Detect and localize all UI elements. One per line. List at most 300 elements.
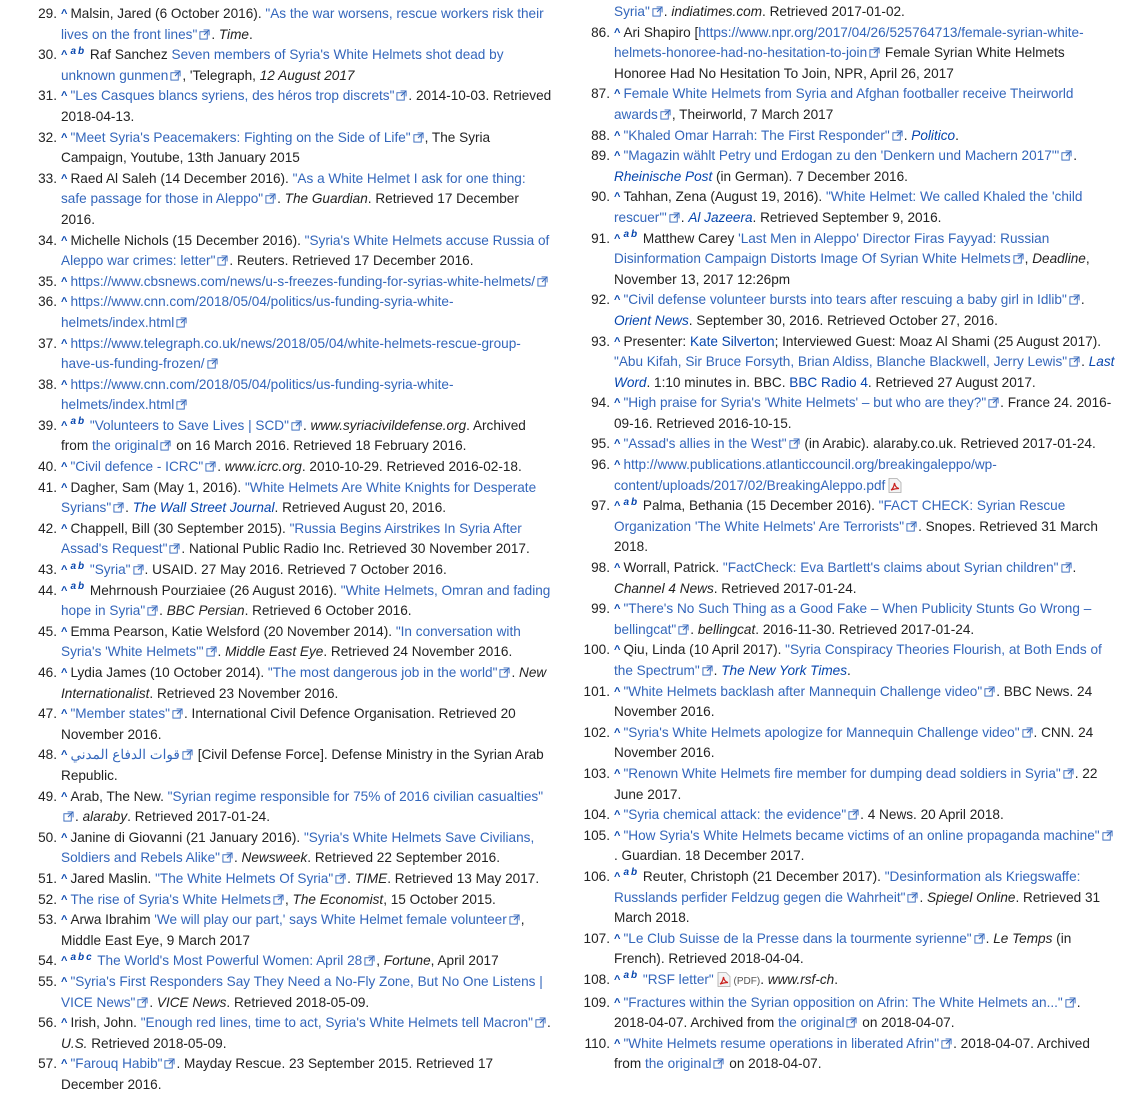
external-link[interactable]: "Assad's allies in the West" (623, 436, 787, 452)
reference-number: 44. (38, 582, 57, 598)
external-link-icon (848, 806, 859, 817)
external-link[interactable]: "As a White Helmet I ask for one thing: safe passage for those in Aleppo" (61, 170, 526, 207)
jump-up-caret-icon[interactable]: ^ (61, 625, 68, 638)
external-link-icon (713, 1055, 724, 1066)
jump-up-caret-icon[interactable]: ^ (614, 562, 621, 575)
citation-text: Janine di Giovanni (21 January 2016). (70, 829, 304, 845)
jump-up-caret-icon[interactable]: ^ (61, 955, 68, 968)
backlink-b[interactable]: b (631, 970, 638, 982)
external-link-icon (988, 394, 999, 405)
backlink-b[interactable]: b (78, 951, 85, 963)
external-link[interactable]: "Syria's White Helmets accuse Russia of Aleppo war crimes: letter" (61, 232, 550, 269)
external-link[interactable]: "Desinformation als Kriegswaffe: Russlands perfider Feldzug gegen die Wahrheit" (614, 868, 1081, 905)
citation-text: . (233, 850, 242, 866)
reference-list-right (563, 23, 1116, 1075)
backlink-a[interactable]: a (70, 45, 76, 57)
reference-number: 95. (591, 436, 610, 452)
citation-text: , Middle East Eye, 9 March 2017 (61, 912, 525, 948)
external-link[interactable]: "Syrian regime responsible for 75% of 2016 civilian casualties" (167, 788, 544, 804)
jump-up-caret-icon[interactable]: ^ (61, 564, 68, 577)
jump-up-caret-icon[interactable]: ^ (61, 1058, 68, 1071)
reference-item (563, 764, 1116, 805)
citation-text: Matthew Carey (642, 230, 739, 246)
jump-up-caret-icon[interactable]: ^ (614, 870, 621, 883)
publication-link[interactable]: Al Jazeera (688, 209, 753, 225)
reference-item (563, 723, 1116, 764)
reference-number: 53. (38, 912, 57, 928)
citation-text: . (903, 127, 912, 143)
citation-text: , 15 October 2015. (383, 891, 496, 907)
external-link[interactable]: "Fractures within the Syrian opposition on Afrin: The White Helmets an..." (623, 994, 1063, 1010)
jump-up-caret-icon[interactable]: ^ (61, 296, 68, 309)
jump-up-caret-icon[interactable]: ^ (614, 932, 621, 945)
jump-up-caret-icon[interactable]: ^ (61, 234, 68, 247)
external-link[interactable]: "There's No Such Thing as a Good Fake – When Publicity Stunts Go Wrong – bellingcat" (614, 601, 1092, 637)
jump-up-caret-icon[interactable]: ^ (61, 461, 68, 474)
reference-number: 43. (38, 562, 57, 578)
external-link-icon (984, 683, 995, 694)
citation-text: . (1073, 148, 1077, 164)
external-link[interactable]: "Meet Syria's Peacemakers: Fighting on the Side of Life" (70, 129, 411, 145)
citation-text: (in German). 7 December 2016. (712, 168, 908, 184)
external-link-icon (1065, 994, 1076, 1005)
reference-item (563, 599, 1116, 640)
external-link[interactable]: قوات الدفاع المدني (70, 747, 180, 763)
reference-item (0, 231, 553, 272)
citation-publication: Spiegel Online (927, 889, 1016, 905)
reference-item (0, 663, 553, 704)
external-link-icon (206, 643, 217, 654)
external-link[interactable]: "Renown White Helmets fire member for dumping dead soldiers in Syria" (623, 765, 1061, 781)
jump-up-caret-icon[interactable]: ^ (614, 335, 621, 348)
jump-up-caret-icon[interactable]: ^ (614, 500, 621, 513)
reference-number: 90. (591, 189, 610, 205)
external-link[interactable]: Female White Helmets from Syria and Afghan footballer receive Theirworld awards (614, 86, 1074, 122)
backlink-b[interactable]: b (78, 581, 85, 593)
citation-text: Tahhan, Zena (August 19, 2016). (623, 189, 826, 205)
citation-text: Irish, John. (70, 1015, 141, 1031)
jump-up-caret-icon[interactable]: ^ (614, 397, 621, 410)
citation-publication: www.rsf-ch (767, 971, 835, 987)
jump-up-caret-icon[interactable]: ^ (614, 973, 621, 986)
external-link-icon (660, 106, 671, 117)
citation-publication: Time (218, 26, 249, 42)
external-link[interactable]: the original (644, 1056, 712, 1072)
citation-publication: www.syriacivildefense.org (310, 417, 467, 433)
citation-text: Palma, Bethania (15 December 2016). (642, 498, 879, 514)
citation-text: . (347, 870, 355, 886)
references-column-left (0, 0, 553, 1095)
jump-up-caret-icon[interactable]: ^ (614, 232, 621, 245)
reference-number: 102. (583, 724, 610, 740)
jump-up-caret-icon[interactable]: ^ (61, 831, 68, 844)
backlink-b[interactable]: b (78, 416, 85, 428)
external-link-icon (113, 499, 124, 510)
external-link[interactable]: "Syria Conspiracy Theories Flourish, at Both Ends of the Spectrum" (614, 642, 1102, 678)
reference-item (563, 229, 1116, 291)
reference-item (0, 457, 553, 478)
external-link-icon (789, 435, 800, 446)
external-link-icon (906, 518, 917, 529)
external-link[interactable]: Syria" (614, 4, 650, 19)
backlink-a[interactable]: a (70, 581, 76, 593)
publication-link[interactable]: Orient News (614, 312, 689, 328)
jump-up-caret-icon[interactable]: ^ (61, 275, 68, 288)
reference-item (0, 869, 553, 890)
reference-number: 36. (38, 294, 57, 310)
external-link[interactable]: 'Last Men in Aleppo' Director Firas Fayyad: Russian Disinformation Campaign Distorts Image Of Syrian White Helmets (614, 230, 1050, 267)
citation-text: , (284, 891, 293, 907)
citation-text: , (376, 953, 384, 969)
jump-up-caret-icon[interactable]: ^ (614, 1037, 621, 1050)
citation-text: Arwa Ibrahim (70, 912, 155, 928)
citation-text: . (680, 209, 689, 225)
external-link[interactable]: "Syria" (89, 562, 131, 578)
reference-number: 107. (583, 930, 610, 946)
external-link[interactable]: "FactCheck: Eva Bartlett's claims about Syrian children" (722, 560, 1059, 576)
external-link[interactable]: "White Helmets Are White Knights for Desperate Syrians" (61, 479, 537, 516)
external-link[interactable]: "The most dangerous job in the world" (267, 665, 498, 680)
citation-text: . (690, 621, 698, 637)
backlink-b[interactable]: b (631, 229, 638, 240)
citation-text: . (75, 809, 83, 825)
citation-publication: The Guardian (284, 191, 368, 207)
jump-up-caret-icon[interactable]: ^ (61, 872, 68, 885)
citation-publication: Middle East Eye (225, 644, 324, 660)
jump-up-caret-icon[interactable]: ^ (61, 1017, 68, 1030)
external-link-icon (176, 396, 187, 407)
publication-link[interactable]: Politico (911, 127, 956, 143)
citation-text: Raf Sanchez (89, 47, 172, 63)
reference-item (0, 272, 553, 293)
backlink-b[interactable]: b (78, 45, 85, 57)
reference-item (0, 334, 553, 375)
reference-item (563, 496, 1116, 558)
jump-up-caret-icon[interactable]: ^ (614, 767, 621, 780)
citation-text: . Retrieved 23 November 2016. (149, 685, 339, 701)
jump-up-caret-icon[interactable]: ^ (61, 90, 68, 103)
citation-publication: www.icrc.org (224, 459, 302, 475)
external-link-icon (1063, 765, 1074, 776)
reference-number: 88. (591, 127, 610, 143)
reference-item (563, 993, 1116, 1034)
external-link[interactable]: the original (91, 438, 159, 454)
jump-up-caret-icon[interactable]: ^ (614, 150, 621, 163)
citation-publication: alaraby (82, 809, 128, 825)
jump-up-caret-icon[interactable]: ^ (61, 975, 68, 988)
publication-link[interactable]: Rheinische Post (614, 168, 713, 184)
external-link[interactable]: "High praise for Syria's 'White Helmets' – but who are they?" (623, 395, 987, 411)
external-link-icon (199, 26, 210, 37)
external-link[interactable]: https://www.telegraph.co.uk/news/2018/05/04/white-helmets-rescue-group-have-us-funding-frozen/ (61, 335, 521, 372)
citation-text: Ari Shapiro [ (623, 24, 699, 40)
jump-up-caret-icon[interactable]: ^ (614, 685, 621, 698)
external-link[interactable]: "White Helmets backlash after Mannequin Challenge video" (623, 683, 983, 699)
jump-up-caret-icon[interactable]: ^ (61, 914, 68, 927)
citation-text: . (985, 930, 994, 946)
citation-text: . Retrieved 13 May 2017. (387, 870, 540, 886)
citation-publication: Deadline (1032, 251, 1086, 267)
reference-item (563, 84, 1116, 125)
external-link[interactable]: 'We will play our part,' says White Helmet female volunteer (154, 912, 507, 928)
jump-up-caret-icon[interactable]: ^ (61, 419, 68, 432)
external-link[interactable]: https://www.cnn.com/2018/05/04/politics/us-funding-syria-white-helmets/index.html (61, 294, 454, 330)
jump-up-caret-icon[interactable]: ^ (61, 378, 68, 391)
citation-text: Worrall, Patrick. (623, 560, 723, 576)
citation-text: . (760, 971, 768, 987)
jump-up-caret-icon[interactable]: ^ (614, 829, 621, 842)
external-link[interactable]: "Member states" (70, 706, 170, 722)
publication-link[interactable]: Last Word (614, 354, 1115, 390)
external-link[interactable]: "Syria's First Responders Say They Need a No-Fly Zone, But No One Listens | VICE News" (61, 973, 543, 1010)
jump-up-caret-icon[interactable]: ^ (614, 26, 621, 39)
citation-publication: New Internationalist (61, 665, 547, 701)
citation-publication: Fortune (383, 953, 431, 969)
external-link[interactable]: "The White Helmets Of Syria" (155, 870, 334, 886)
backlink-a[interactable]: a (70, 951, 76, 963)
citation-text: . (302, 417, 311, 433)
external-link[interactable]: "As the war worsens, rescue workers risk their lives on the front lines" (61, 6, 544, 42)
format-label: (PDF) (730, 975, 761, 987)
backlink-b[interactable]: b (78, 560, 85, 572)
reference-continuation (563, 2, 1116, 23)
external-link-icon (669, 209, 680, 220)
external-link[interactable]: "Civil defence - ICRC" (70, 459, 204, 475)
citation-text: [Civil Defense Force]. Defense Ministry in the Syrian Arab Republic. (61, 747, 544, 783)
external-link[interactable]: "Syria's White Helmets Save Civilians, Soldiers and Rebels Alike" (61, 829, 535, 866)
reference-number: 109. (583, 994, 610, 1010)
external-link-icon (222, 849, 233, 860)
citation-text: Arab, The New. (70, 788, 168, 804)
jump-up-caret-icon[interactable]: ^ (61, 708, 68, 721)
external-link-icon (335, 870, 346, 881)
reference-item (0, 828, 553, 869)
external-link-icon (678, 621, 689, 632)
citation-text: . International Civil Defence Organisation. Retrieved 20 November 2016. (61, 706, 516, 742)
citation-text: Lydia James (10 October 2014). (70, 665, 268, 680)
reference-number: 97. (591, 498, 610, 514)
citation-text: . USAID. 27 May 2016. Retrieved 7 October 2016. (144, 562, 447, 578)
reference-item (0, 560, 553, 581)
external-link[interactable]: "Russia Begins Airstrikes In Syria After Assad's Request" (61, 520, 522, 557)
backlink-c[interactable]: c (86, 951, 92, 963)
backlink-a[interactable]: a (70, 560, 76, 572)
reference-number: 47. (38, 706, 57, 722)
external-link[interactable]: "Abu Kifah, Sir Bruce Forsyth, Brian Aldiss, Blanche Blackwell, Jerry Lewis" (614, 354, 1068, 370)
external-link[interactable]: "In conversation with Syria's 'White Helmets'" (61, 623, 521, 660)
citation-text: . (847, 663, 851, 678)
citation-text: . (125, 500, 133, 516)
external-link-icon (169, 540, 180, 551)
citation-text: . (663, 4, 672, 19)
jump-up-caret-icon[interactable]: ^ (61, 522, 68, 535)
jump-up-caret-icon[interactable]: ^ (614, 191, 621, 204)
reference-item (563, 970, 1116, 993)
external-link[interactable]: https://www.npr.org/2017/04/26/525764713/female-syrian-white-helmets-honoree-had-no-hesitation-to-join (614, 24, 1084, 61)
jump-up-caret-icon[interactable]: ^ (614, 726, 621, 739)
external-link[interactable]: "White Helmet: We called Khaled the 'child rescuer'" (614, 189, 1083, 225)
citation-text: Emma Pearson, Katie Welsford (20 November 2014). (70, 623, 396, 639)
reference-number: 101. (583, 683, 610, 699)
citation-publication: bellingcat (697, 621, 756, 637)
citation-text: Presenter: (623, 333, 690, 349)
external-link[interactable]: "Farouq Habib" (70, 1056, 163, 1072)
reference-item (0, 4, 553, 45)
citation-text: . (546, 1015, 551, 1031)
external-link[interactable]: https://www.cbsnews.com/news/u-s-freezes-funding-for-syrias-white-helmets/ (70, 273, 536, 289)
external-link[interactable]: "Le Club Suisse de la Presse dans la tourmente syrienne" (623, 930, 972, 946)
external-link[interactable]: "Syria chemical attack: the evidence" (623, 807, 847, 823)
reference-number: 34. (38, 232, 57, 248)
jump-up-caret-icon[interactable]: ^ (614, 129, 621, 142)
external-link[interactable]: "White Helmets, Omran and fading hope in Syria" (61, 582, 551, 619)
reference-number: 49. (38, 788, 57, 804)
citation-text: . (159, 603, 167, 619)
external-link-icon (265, 190, 276, 201)
reference-item (0, 704, 553, 745)
reference-number: 105. (583, 827, 610, 843)
citation-text: . Guardian. 18 December 2017. (614, 848, 805, 864)
citation-publication: TIME (354, 870, 388, 886)
external-link-icon (413, 129, 424, 140)
external-link-icon (182, 746, 193, 757)
jump-up-caret-icon[interactable]: ^ (61, 8, 68, 20)
reference-item (563, 187, 1116, 228)
citation-text: . Retrieved 31 March 2018. (614, 889, 1101, 926)
jump-up-caret-icon[interactable]: ^ (614, 809, 621, 822)
pdf-link[interactable]: http://www.publications.atlanticcouncil.org/breakingaleppo/wp-content/uploads/2017/02/BreakingAleppo.pdf (614, 457, 997, 493)
jump-up-caret-icon[interactable]: ^ (61, 481, 68, 494)
backlink-b[interactable]: b (631, 496, 638, 508)
citation-text: , November 13, 2017 12:26pm (614, 251, 1090, 287)
jump-up-caret-icon[interactable]: ^ (614, 459, 621, 472)
jump-up-caret-icon[interactable]: ^ (61, 667, 68, 679)
external-link[interactable]: "FACT CHECK: Syrian Rescue Organization 'The White Helmets' Are Terrorists" (614, 498, 1066, 534)
citation-text: . (511, 665, 520, 680)
external-link[interactable]: Seven members of Syria's White Helmets shot dead by unknown gunmen (61, 47, 504, 83)
jump-up-caret-icon[interactable]: ^ (614, 294, 621, 307)
external-link[interactable]: "White Helmets resume operations in liberated Afrin" (623, 1035, 940, 1051)
citation-text: . 2010-10-29. Retrieved 2016-02-18. (301, 459, 522, 475)
citation-text: . 2018-04-07. Archived from (614, 1035, 1090, 1072)
external-link[interactable]: the original (777, 1015, 845, 1031)
external-link[interactable]: "Volunteers to Save Lives | SCD" (89, 417, 289, 433)
reference-number: 98. (591, 560, 610, 576)
external-link[interactable]: "Khaled Omar Harrah: The First Responder" (623, 127, 890, 143)
publication-link[interactable]: The New York Times (721, 663, 848, 678)
external-link[interactable]: "Magazin wählt Petry und Erdogan zu den 'Denkern und Machern 2017'" (623, 148, 1060, 164)
reference-number: 108. (583, 971, 610, 987)
reference-number: 33. (38, 170, 57, 186)
citation-text: . (713, 663, 722, 678)
citation-publication: Channel 4 News (614, 580, 714, 596)
jump-up-caret-icon[interactable]: ^ (614, 603, 621, 616)
backlink-a[interactable]: a (70, 416, 76, 428)
jump-up-caret-icon[interactable]: ^ (61, 790, 68, 803)
reference-number: 29. (38, 6, 57, 21)
backlink-a[interactable]: a (623, 970, 629, 982)
reference-number: 57. (38, 1056, 57, 1072)
backlink-a[interactable]: a (623, 867, 629, 879)
wiki-link[interactable]: Kate Silverton (689, 333, 775, 349)
citation-text: . Retrieved 24 November 2016. (323, 644, 513, 660)
external-link[interactable]: "Civil defense volunteer bursts into tears after rescuing a baby girl in Idlib" (623, 292, 1067, 308)
reference-item (0, 787, 553, 828)
citation-publication: BBC Persian (166, 603, 245, 619)
external-link[interactable]: The rise of Syria's White Helmets (70, 891, 271, 907)
citation-text: . (1072, 560, 1077, 576)
publication-link[interactable]: The Wall Street Journal (132, 500, 275, 516)
reference-item (563, 393, 1116, 434)
citation-text: , The Syria Campaign, Youtube, 13th January 2015 (61, 129, 491, 166)
external-link[interactable]: "Les Casques blancs syriens, des héros trop discrets" (70, 88, 395, 104)
external-link[interactable]: The World's Most Powerful Women: April 28 (97, 953, 363, 969)
reference-item (0, 478, 553, 519)
jump-up-caret-icon[interactable]: ^ (61, 749, 68, 762)
reference-item (563, 332, 1116, 394)
reference-number: 30. (38, 47, 57, 63)
citation-text: . (1081, 354, 1089, 370)
external-link-icon (291, 417, 302, 428)
jump-up-caret-icon[interactable]: ^ (61, 49, 68, 62)
citation-text: . Retrieved 2017-01-02. (762, 4, 905, 19)
jump-up-caret-icon[interactable]: ^ (61, 893, 68, 906)
reference-item (0, 1054, 553, 1095)
citation-text: . Retrieved September 9, 2016. (752, 209, 942, 225)
pdf-link[interactable]: "RSF letter" (642, 971, 714, 987)
external-link[interactable]: https://www.cnn.com/2018/05/04/politics/us-funding-syria-white-helmets/index.html (61, 376, 454, 413)
jump-up-caret-icon[interactable]: ^ (61, 584, 68, 597)
wiki-link[interactable]: BBC Radio 4 (789, 374, 868, 390)
reference-item (563, 23, 1116, 85)
citation-text: . Retrieved 2017-01-24. (713, 580, 857, 596)
external-link-icon (273, 891, 284, 902)
jump-up-caret-icon[interactable]: ^ (61, 172, 68, 185)
external-link-icon (1069, 291, 1080, 302)
external-link-icon (1022, 724, 1033, 735)
backlink-b[interactable]: b (631, 867, 638, 879)
reference-number: 37. (38, 335, 57, 351)
citation-text: on 16 March 2016. Retrieved 18 February 2016. (172, 438, 467, 454)
external-link[interactable]: "Syria's White Helmets apologize for Mannequin Challenge video" (623, 724, 1020, 740)
reference-number: 55. (38, 973, 57, 989)
jump-up-caret-icon[interactable]: ^ (614, 438, 621, 451)
external-link-icon (137, 994, 148, 1005)
jump-up-caret-icon[interactable]: ^ (614, 88, 621, 101)
reference-item (0, 972, 553, 1013)
reference-item (0, 45, 553, 86)
backlink-a[interactable]: a (623, 496, 629, 508)
reference-item (0, 375, 553, 416)
reference-number: 87. (591, 86, 610, 102)
backlink-a[interactable]: a (623, 229, 629, 240)
citation-text: Michelle Nichols (15 December 2016). (70, 232, 305, 248)
external-link[interactable]: "Enough red lines, time to act, Syria's White Helmets tell Macron" (140, 1015, 533, 1031)
jump-up-caret-icon[interactable]: ^ (614, 996, 621, 1009)
reference-item (563, 682, 1116, 723)
reference-number: 31. (38, 88, 57, 104)
external-link-icon (160, 437, 171, 448)
jump-up-caret-icon[interactable]: ^ (614, 644, 621, 657)
citation-text: Reuter, Christoph (21 December 2017). (642, 868, 885, 884)
external-link-icon (205, 458, 216, 469)
citation-text: , (1024, 251, 1033, 267)
external-link[interactable]: "How Syria's White Helmets became victims of an online propaganda machine" (623, 827, 1100, 843)
citation-text: . Retrieved 22 September 2016. (307, 850, 500, 866)
jump-up-caret-icon[interactable]: ^ (61, 337, 68, 350)
reference-number: 92. (591, 292, 610, 308)
jump-up-caret-icon[interactable]: ^ (61, 131, 68, 144)
